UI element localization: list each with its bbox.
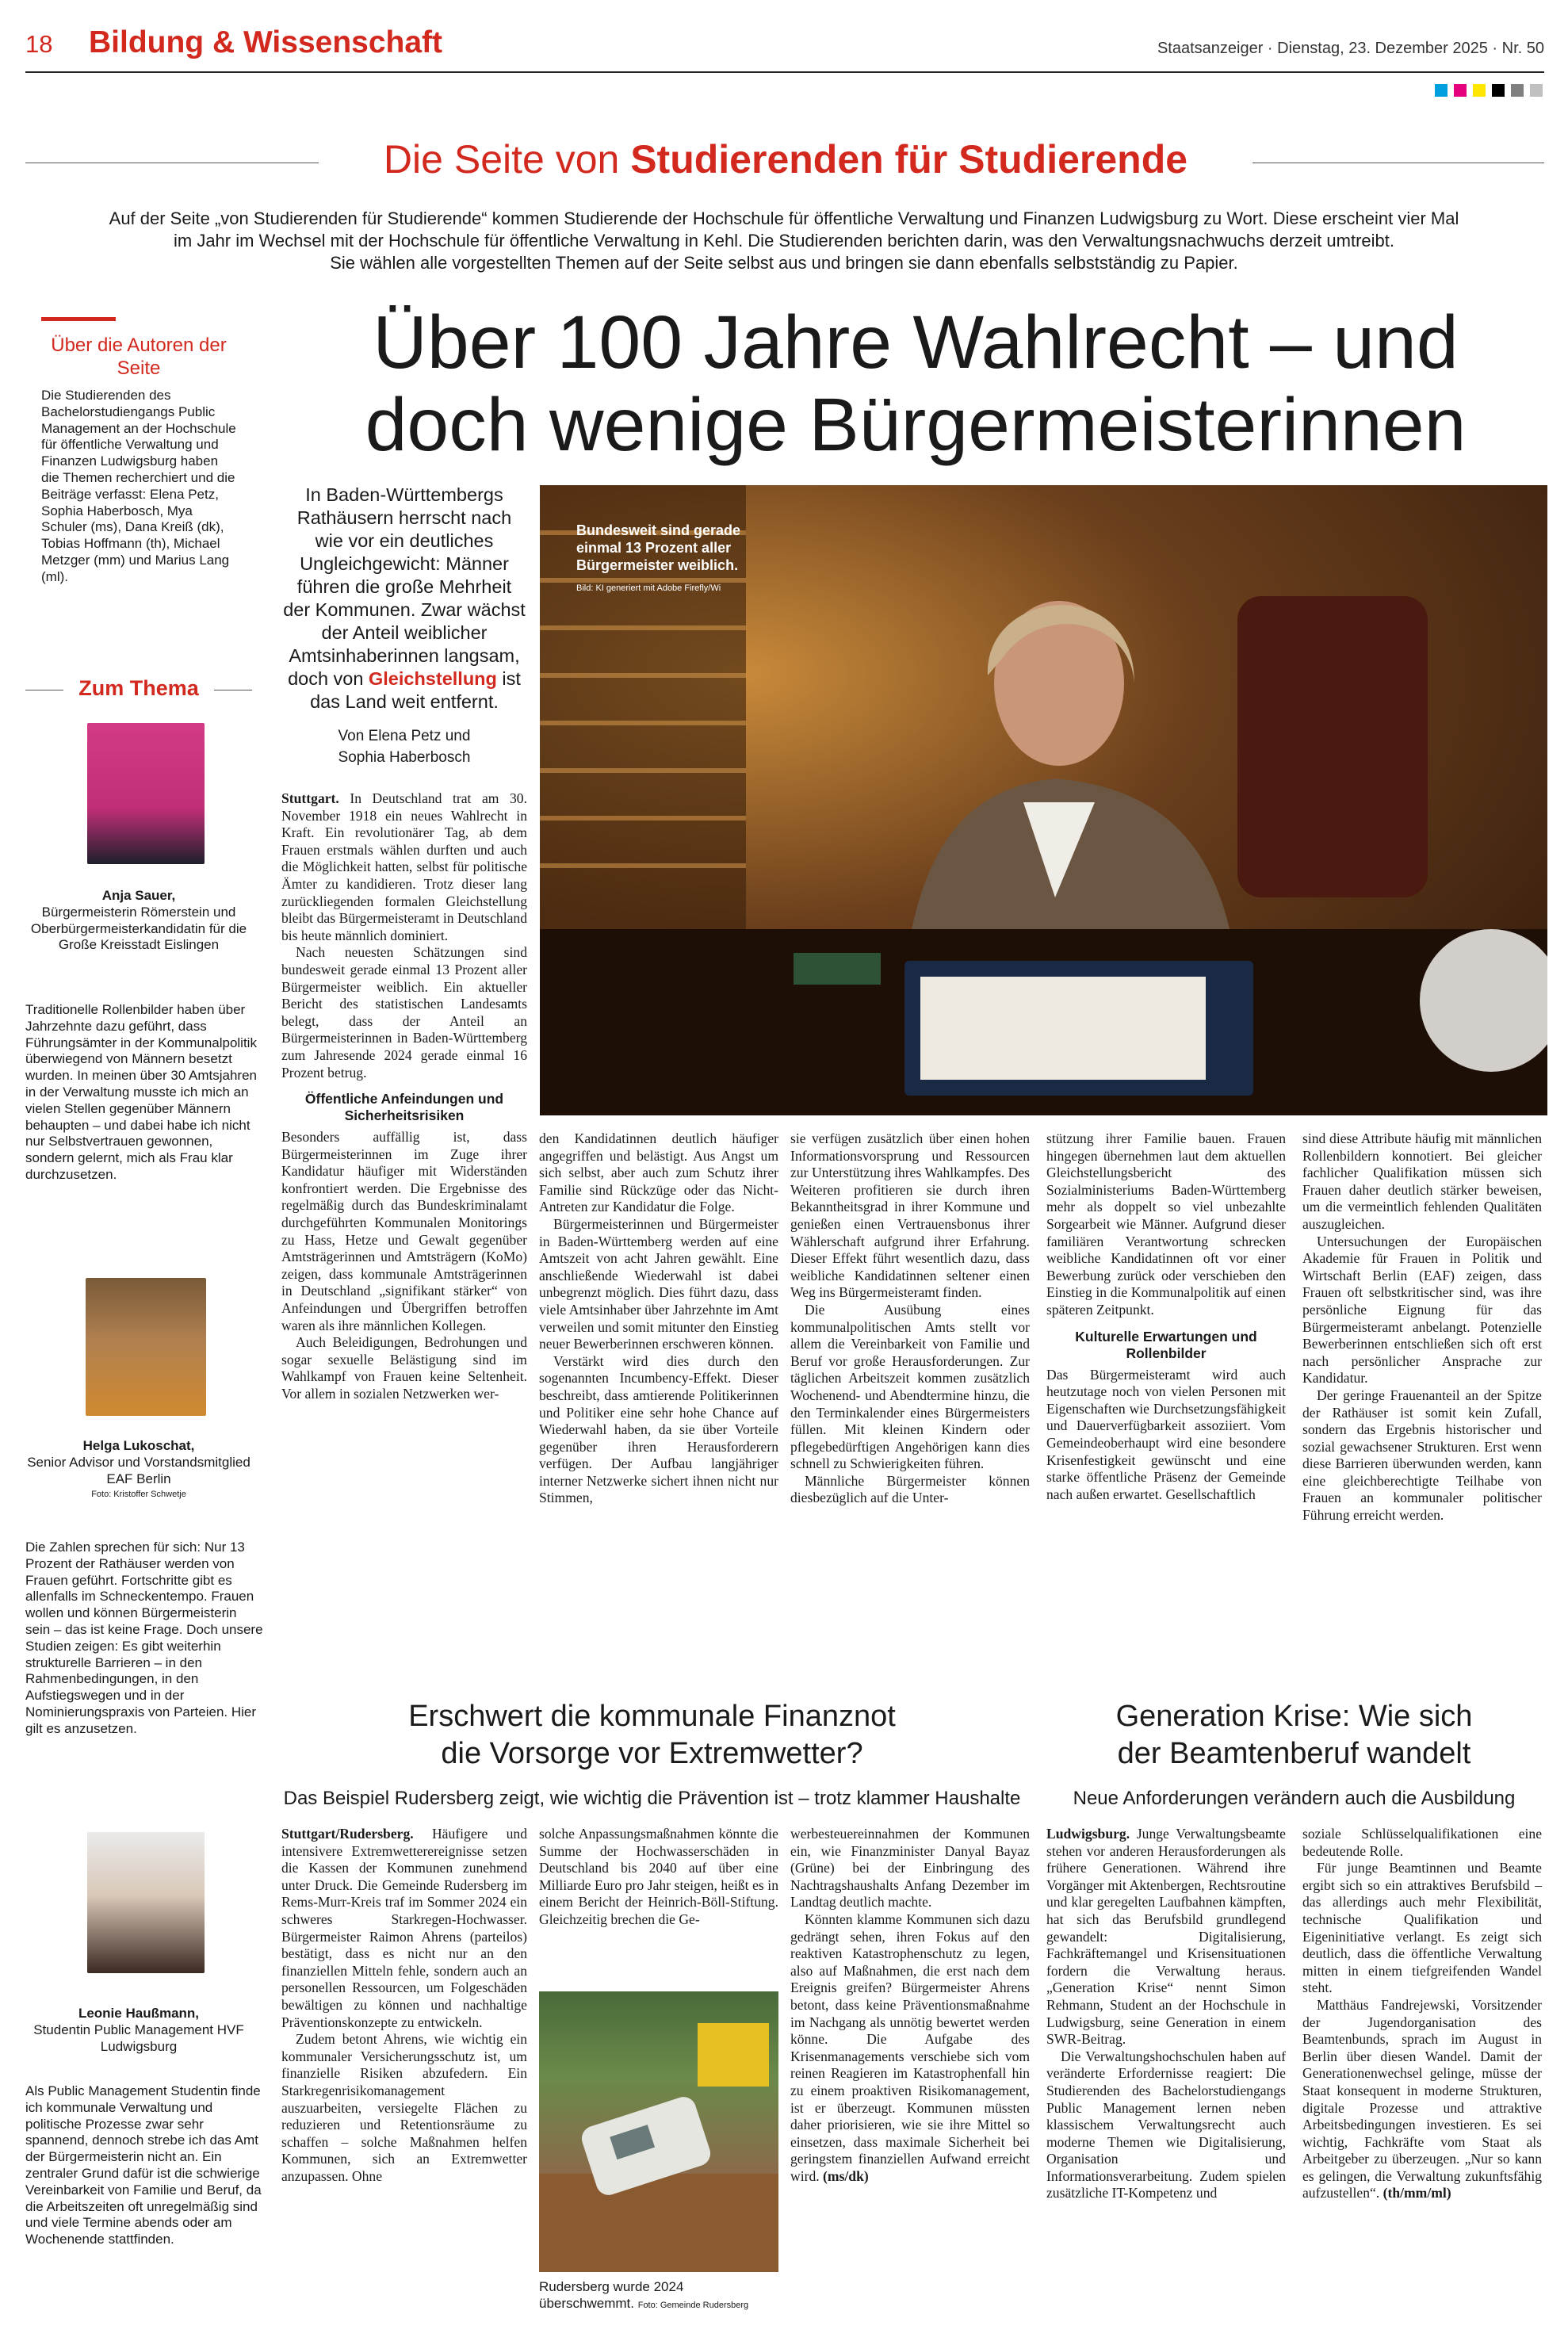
article-3-headline — [1046, 1698, 1542, 1773]
main-headline-line-1: Über 100 Jahre Wahlrecht – und — [373, 300, 1459, 384]
main-col-3-p2: Die Ausübung eines kommunalpolitischen Amts stellt vor allem die Vereinbarkeit von Familie und Beruf vor große Herausforderungen. Zur täglichen Arbeitszeit kommen zusätzlich Wochenend- und Abendtermine hinzu, die den Terminkalender eines Bürgermeisters füllen. Mit kleinen Kindern oder pflegebedürftigen Angehörigen kann dies schnell zu Schwierigkeiten führen. — [790, 1301, 1030, 1472]
main-col-3-p3: Männliche Bürgermeister können diesbezüglich auf die Unter- — [790, 1472, 1030, 1506]
article-2-col-1 — [281, 1826, 527, 2185]
article-2-col-1-p1 — [281, 1826, 527, 2031]
person-3-caption — [25, 2006, 252, 2055]
person-1-role: Bürgermeisterin Römerstein und Oberbürgermeisterkandidatin für die Große Kreisstadt Eislingen — [30, 904, 247, 953]
article-3-deck: Neue Anforderungen verändern auch die Ausbildung — [1073, 1788, 1516, 1809]
article-2-photo — [539, 1991, 778, 2272]
color-mark-lightgray — [1530, 84, 1543, 97]
article-2-col-1-p1-text: Häufigere und intensivere Extremwetterereignisse setzen die Kassen der Kommunen zunehmend unter Druck. Die Gemeinde Rudersberg im Rems-Murr-Kreis traf im Sommer 2024 ein schweres Starkregen-Hochwasser. Bürgermeister Raimon Ahrens (parteilos) bestätigt, dass es nicht nur an den finanziellen Mitteln fehle, sondern auch an personellen Ressourcen, um Folgeschäden bewältigen zu können und nachhaltige Präventionskonzepte zu entwickeln. — [281, 1826, 527, 2030]
main-col-4 — [1046, 1130, 1286, 1503]
yellow-house — [698, 2023, 769, 2087]
main-headline-line-2: doch wenige Bürgermeisterinnen — [365, 383, 1467, 467]
main-col-4-p1: stützung ihrer Familie bauen. Frauen hingegen übernehmen laut dem aktuellen Gleichstellungsbericht des Sozialministeriums Baden-Württemberg mehr als doppelt so viel unbezahlte Sorgearbeit wie Männer. Aufgrund dieser familiären Verantwortung schrecken weibliche Kandidatinnen oft vor einer Bewerbung zurück oder verschieben den Einstieg in die Kommunalpolitik auf einen späteren Zeitpunkt. — [1046, 1130, 1286, 1318]
portrait-anja-sauer — [87, 723, 205, 864]
person-3-name: Leonie Haußmann, — [78, 2006, 200, 2021]
banner-title — [319, 136, 1252, 182]
article-2-dateline: Stuttgart/Rudersberg. — [281, 1826, 414, 1842]
person-3-quote: Als Public Management Studentin finde ich kommunale Verwaltung und politische Prozesse zwar sehr spannend, dennoch strebe ich das Amt der Bürgermeisterin nicht an. Ein zentraler Grund dafür ist die schwierige Vereinbarkeit von Familie und Beruf, da die Arbeitszeiten oft unregelmäßig sind und viele Termine abends oder am Wochenende stattfinden. — [25, 2083, 262, 2247]
article-3-col-2-p1: soziale Schlüsselqualifikationen eine bedeutende Rolle. — [1302, 1826, 1542, 1859]
article-3-col-2 — [1302, 1826, 1542, 2202]
article-3-headline-line-1: Generation Krise: Wie sich — [1115, 1700, 1473, 1733]
main-teaser-highlight: Gleichstellung — [368, 668, 497, 689]
zum-thema-heading: Zum Thema — [78, 676, 199, 700]
main-subhead-1: Öffentliche Anfeindungen und Sicherheitsrisiken — [304, 1091, 504, 1124]
main-col-1-p1-text: In Deutschland trat am 30. November 1918 ein neues Wahlrecht in Kraft. Ein revolutionärer Tag, ab dem Frauen erstmals wählen durften und auch die Möglichkeit hatten, selbst für politische Ämter zu kandidieren. Trotz dieser lang zurückliegenden formalen Gleichstellung bleibt das Bürgermeisteramt in Deutschland bis heute männlich dominiert. — [281, 790, 527, 943]
main-col-1-p2: Nach neuesten Schätzungen sind bundesweit gerade einmal 13 Prozent aller Bürgermeister weiblich. Ein aktueller Bericht des statistischen Landesamts belegt, dass der Anteil an Bürgermeisterinnen in Baden-Württemberg zum Jahresende 2024 gerade einmal 16 Prozent betrug. — [281, 944, 527, 1081]
person-2-photo-credit: Foto: Kristoffer Schwetje — [91, 1490, 186, 1500]
article-3-col-2-p3 — [1302, 1997, 1542, 2202]
banner-intro — [32, 208, 1536, 274]
article-2-col-3-p2 — [790, 1911, 1030, 2186]
portrait-leonie-haussmann — [87, 1832, 205, 1973]
article-2-deck: Das Beispiel Rudersberg zeigt, wie wichtig die Prävention ist – trotz klammer Haushalte — [283, 1788, 1021, 1809]
main-col-3 — [790, 1130, 1030, 1507]
article-2-signature: (ms/dk) — [819, 2167, 869, 2184]
article-2-col-3-p2-text: Könnten klamme Kommunen sich dazu gedrängt sehen, ihren Fokus auf den reaktiven Katastrophenschutz zu legen, also auf Maßnahmen, die erst nach dem Ereignis greifen? Bürgermeister Ahrens betont, dass keine Präventionsmaßnahme im Nachgang als unnötig bewertet werden könne. Die Aufgabe des Krisenmanagements verschiebe sich vom reinen Reagieren im Katastrophenfall hin zu einem proaktiven Risikomanagement, ist er überzeugt. Kommunen müssten daher priorisieren, wie sie ihre Mittel so einsetzen, dass maximale Sicherheit bei geringstem finanziellen Aufwand erreicht wird. — [790, 1911, 1030, 2184]
main-col-4-p2: Das Bürgermeisteramt wird auch heutzutage noch von vielen Personen mit Eigenschaften wie Durchsetzungsfähigkeit und Dauerverfügbarkeit assoziiert. Vom Gemeindeoberhaupt wird eine besondere Krisenfestigkeit gewünscht und eine starke öffentliche Präsenz der Gemeinde nach außen erwartet. Gesellschaftlich — [1046, 1366, 1286, 1502]
main-photo-caption: Bundesweit sind gerade einmal 13 Prozent aller Bürgermeister weiblich. — [576, 522, 741, 573]
article-2-photo-caption-text: Rudersberg wurde 2024 überschwemmt. — [539, 2279, 684, 2311]
article-2-photo-credit: Foto: Gemeinde Rudersberg — [637, 2301, 749, 2310]
main-photo — [540, 485, 1547, 1115]
flood-water — [539, 2174, 778, 2272]
article-2-headline — [281, 1698, 1023, 1773]
banner-intro-line-2: im Jahr im Wechsel mit der Hochschule für öffentliche Verwaltung in Kehl. Die Studierenden berichten darin, was den Verwaltungsnachwuchs derzeit umtreibt. — [174, 231, 1394, 251]
article-2-col-3 — [790, 1826, 1030, 2185]
page-number: 18 — [25, 30, 53, 58]
authors-accent-bar — [41, 317, 116, 321]
main-subhead-2: Kulturelle Erwartungen und Rollenbilder — [1075, 1328, 1257, 1361]
book — [794, 953, 881, 985]
banner-title-light: Die Seite von — [383, 137, 631, 182]
main-col-1-p3: Besonders auffällig ist, dass Bürgermeisterinnen im Zuge ihrer Kandidatur häufiger mit Widerständen konfrontiert werden. Die Ergebnisse des regelmäßig durch das Bundeskriminalamt durchgeführten Kommunalen Monitorings zu Hass, Hetze und Gewalt gegenüber Amtsträgerinnen und Amtsträgern (KoMo) zeigen, dass kommunale Amtsträgerinnen in Deutschland „signifikant stärker“ von Anfeindungen und Übergriffen betroffen waren als ihre männlichen Kollegen. — [281, 1129, 527, 1333]
main-col-2 — [539, 1130, 778, 1507]
article-2-col-2-p1: solche Anpassungsmaßnahmen könnte die Summe der Hochwasserschäden in Deutschland bis 2040 auf über eine Milliarde Euro pro Jahr steigen, heißt es in einem Bericht der Heinrich-Böll-Stiftung. Gleichzeitig brechen die Ge- — [539, 1826, 778, 1927]
publication-info: Staatsanzeiger · Dienstag, 23. Dezember 2025 · Nr. 50 — [1157, 40, 1544, 57]
article-3-dateline: Ludwigsburg. — [1046, 1826, 1130, 1842]
main-photo-illustration — [540, 485, 1547, 1115]
chair-back — [1237, 596, 1428, 897]
authors-heading: Über die Autoren der Seite — [51, 335, 227, 379]
main-col-5-p2: Untersuchungen der Europäischen Akademie für Frauen in Politik und Wirtschaft Berlin (EAF) zeigen, dass Frauen oft selbstkritischer sind, was ihre persönliche Eignung für das Bürgermeisteramt anbelangt. Potenzielle Bewerberinnen entschließen sich oft erst nach persönlicher Ansprache zur Kandidatur. — [1302, 1233, 1542, 1387]
color-marks — [1435, 84, 1543, 97]
main-teaser — [281, 484, 527, 713]
main-teaser-before: In Baden-Württembergs Rathäusern herrscht nach wie vor ein deutliches Ungleichgewicht: Männer führen die große Mehrheit der Kommunen. Zwar wächst der Anteil weiblicher Amtsinhaberinnen langsam, doch von — [283, 484, 526, 689]
masthead-rule — [25, 71, 1544, 73]
article-3-col-1-p1-text: Junge Verwaltungsbeamte stehen vor anderen Herausforderungen als frühere Generationen. Während ihre Vorgänger mit Aktenbergen, Rechtsroutine und klar geregelten Laufbahnen kämpften, hat sich das Berufsbild grundlegend gewandelt: Digitalisierung, Fachkräftemangel und Krisensituationen fordern die Verwaltung heraus. „Generation Krise“ nennt Simon Rehmann, Student an der Hochschule in Ludwigsburg, seine Generation in einem SWR-Beitrag. — [1046, 1826, 1286, 2048]
article-2-col-1-p2: Zudem betont Ahrens, wie wichtig ein kommunaler Versicherungsschutz ist, um finanzielle Risiken abzufedern. Ein Starkregenrisikomanagement auszuarbeiten, versiegelte Flächen zu reduzieren und Retentionsräume zu schaffen – solche Maßnahmen helfen Kommunen, sich an Extremwetter anzupassen. Ohne — [281, 2031, 527, 2184]
color-mark-yellow — [1473, 84, 1486, 97]
main-col-1-p1 — [281, 790, 527, 944]
section-title: Bildung & Wissenschaft — [89, 25, 443, 59]
main-col-1 — [281, 790, 527, 1403]
main-col-2-p2: Bürgermeisterinnen und Bürgermeister in Baden-Württemberg werden auf eine Amtszeit von acht Jahren gewählt. Eine anschließende Wiederwahl ist dabei unbegrenzt möglich. Dies führt dazu, dass viele Amtsinhaber über Jahrzehnte im Amt verweilen und somit mitunter den Einstieg neuer Bewerberinnen erschweren können. — [539, 1215, 778, 1352]
person-2-role: Senior Advisor und Vorstandsmitglied EAF Berlin — [27, 1454, 250, 1486]
main-photo-credit: Bild: KI generiert mit Adobe Firefly/Wi — [576, 583, 721, 593]
color-mark-cyan — [1435, 84, 1448, 97]
main-headline — [281, 301, 1550, 466]
article-2-photo-caption — [539, 2278, 778, 2314]
article-3-col-2-p3-text: Matthäus Fandrejewski, Vorsitzender der Jugendorganisation des Beamtenbunds, sprach im August in Berlin über diesen Wandel. Damit der Generationenwechsel gelinge, müsse der Staat konsequent in moderne Strukturen, digitale Prozesse und attraktive Arbeitsbedingungen investieren. Es sei wichtig, Fachkräfte vom Staat als Arbeitgeber zu überzeugen. „Nur so kann es gelingen, die Verwaltung zukunftsfähig aufzustellen“. — [1302, 1996, 1542, 2201]
main-col-2-p3: Verstärkt wird dies durch den sogenannten Incumbency-Effekt. Dieser beschreibt, dass amtierende Politikerinnen und Politiker eine sehr hohe Chance auf Wiederwahl haben, da sie über Vorteile gegenüber ihren Herausforderern verfügen. Der Aufbau langjähriger interner Netzwerke sichert ihnen nicht nur Stimmen, — [539, 1352, 778, 1506]
main-byline: Von Elena Petz und Sophia Haberbosch — [338, 728, 471, 766]
person-1-name: Anja Sauer, — [101, 888, 176, 903]
main-col-5 — [1302, 1130, 1542, 1524]
portrait-helga-lukoschat — [86, 1278, 206, 1416]
main-col-5-p1: sind diese Attribute häufig mit männlichen Rollenbildern konnotiert. Bei gleicher fachlicher Qualifikation müssen sich Frauen daher deutlich stärker beweisen, um die vermeintlich fehlenden Qualitäten auszugleichen. — [1302, 1130, 1542, 1232]
main-col-2-p1: den Kandidatinnen deutlich häufiger angegriffen und belästigt. Aus Angst um sich selbst, aber auch zum Schutz ihrer Familie sind Rückzüge oder das Nicht-Antreten zur Kandidatur die Folge. — [539, 1130, 778, 1215]
flood-illustration — [539, 1991, 778, 2272]
person-1-caption — [25, 888, 252, 954]
person-2-caption — [25, 1438, 252, 1500]
banner-title-bold: Studierenden für Studierende — [630, 137, 1188, 182]
article-2-headline-line-2: die Vorsorge vor Extremwetter? — [441, 1737, 863, 1770]
person-3-role: Studentin Public Management HVF Ludwigsburg — [33, 2022, 244, 2054]
main-dateline: Stuttgart. — [281, 790, 339, 806]
banner-intro-line-1: Auf der Seite „von Studierenden für Studierende“ kommen Studierende der Hochschule für öffentliche Verwaltung und Finanzen Ludwigsburg zu Wort. Diese erscheint vier Mal — [109, 208, 1459, 228]
color-mark-black — [1492, 84, 1505, 97]
article-2-col-2 — [539, 1826, 778, 1929]
article-3-col-1-p2: Die Verwaltungshochschulen haben auf veränderte Erfordernisse reagiert: Die Studierenden des Bachelorstudiengangs Public Management lernen neben klassischem Verwaltungsrecht auch moderne Themen wie Digitalisierung, Organisation und Informationsverarbeitung. Zudem spielen zusätzliche IT-Kompetenz und — [1046, 2048, 1286, 2201]
banner-intro-line-3: Sie wählen alle vorgestellten Themen auf der Seite selbst aus und bringen sie dann ebenfalls selbstständig zu Papier. — [330, 253, 1238, 273]
article-3-headline-line-2: der Beamtenberuf wandelt — [1117, 1737, 1471, 1770]
paper — [920, 977, 1206, 1080]
color-mark-magenta — [1454, 84, 1467, 97]
article-2-col-3-p1: werbesteuereinnahmen der Kommunen ein, wie Finanzminister Danyal Bayaz (Grüne) bei der Einbringung des Nachtragshaushalts Anfang Dezember im Landtag deutlich machte. — [790, 1826, 1030, 1911]
article-2-headline-line-1: Erschwert die kommunale Finanznot — [408, 1700, 896, 1733]
person-2-quote: Die Zahlen sprechen für sich: Nur 13 Prozent der Rathäuser werden von Frauen geführt. Fortschritte gibt es allenfalls im Schneckentempo. Frauen wollen und können Bürgermeisterin sein – das ist keine Frage. Doch unsere Studien zeigen: Es gibt weiterhin strukturelle Barrieren – in den Rahmenbedingungen, in den Aufstiegswegen und in der Nominierungspraxis von Parteien. Hier gilt es anzusetzen. — [25, 1540, 263, 1736]
color-mark-gray — [1511, 84, 1524, 97]
main-col-3-p1: sie verfügen zusätzlich über einen hohen Informationsvorsprung und Ressourcen zur Unterstützung ihres Wahlkampfes. Des Weiteren profitieren sie durch ihren Bekanntheitsgrad in ihrer Kommune und genießen einen Vertrauensbonus ihrer Wählerschaft aufgrund ihrer Erfahrung. Dieser Effekt führt wesentlich dazu, dass weibliche Kandidatinnen seltener einen Weg ins Bürgermeisteramt finden. — [790, 1130, 1030, 1301]
main-teaser-after: ist das Land weit entfernt. — [310, 668, 521, 712]
authors-text: Die Studierenden des Bachelorstudiengangs Public Management an der Hochschule für öffentliche Verwaltung und Finanzen Ludwigsburg haben die Themen recherchiert und die Beiträge verfasst: Elena Petz, Sophia Haberbosch, Mya Schuler (ms), Dana Kreiß (dk), Tobias Hoffmann (th), Michael Metzger (mm) und Marius Lang (ml). — [41, 388, 236, 584]
main-col-5-p3: Der geringe Frauenanteil an der Spitze der Rathäuser ist somit kein Zufall, sondern das Ergebnis historischer und sozial gewachsener Strukturen. Erst wenn diese Barrieren überwunden werden, kann eine gleichberechtigte Teilhabe von Frauen an kommunaler politischer Führung erreicht werden. — [1302, 1387, 1542, 1524]
article-3-col-1-p1 — [1046, 1826, 1286, 2048]
person-1-quote: Traditionelle Rollenbilder haben über Jahrzehnte dazu geführt, dass Führungsämter in der Kommunalpolitik überwiegend von Männern besetzt wurden. In meinen über 30 Amtsjahren in der Verwaltung musste ich mich an vielen Stellen gegenüber Männern behaupten – und dabei habe ich nicht nur Selbstvertrauen gewonnen, sondern gelernt, mich als Frau klar durchzusetzen. — [25, 1002, 258, 1182]
article-3-col-1 — [1046, 1826, 1286, 2202]
main-col-1-p4: Auch Beleidigungen, Bedrohungen und sogar sexuelle Belästigung sind im Wahlkampf von Frauen keine Seltenheit. Vor allem in sozialen Netzwerken wer- — [281, 1334, 527, 1402]
article-3-signature: (th/mm/ml) — [1379, 2185, 1451, 2201]
article-3-col-2-p2: Für junge Beamtinnen und Beamte ergibt sich so ein attraktives Berufsbild – das allerdings auch mehr Flexibilität, technische Qualifikation und Eigeninitiative verlangt. Es zeigt sich deutlich, dass die öffentliche Verwaltung mitten in einem tiefgreifenden Wandel steht. — [1302, 1860, 1542, 1996]
person-2-name: Helga Lukoschat, — [82, 1438, 195, 1453]
